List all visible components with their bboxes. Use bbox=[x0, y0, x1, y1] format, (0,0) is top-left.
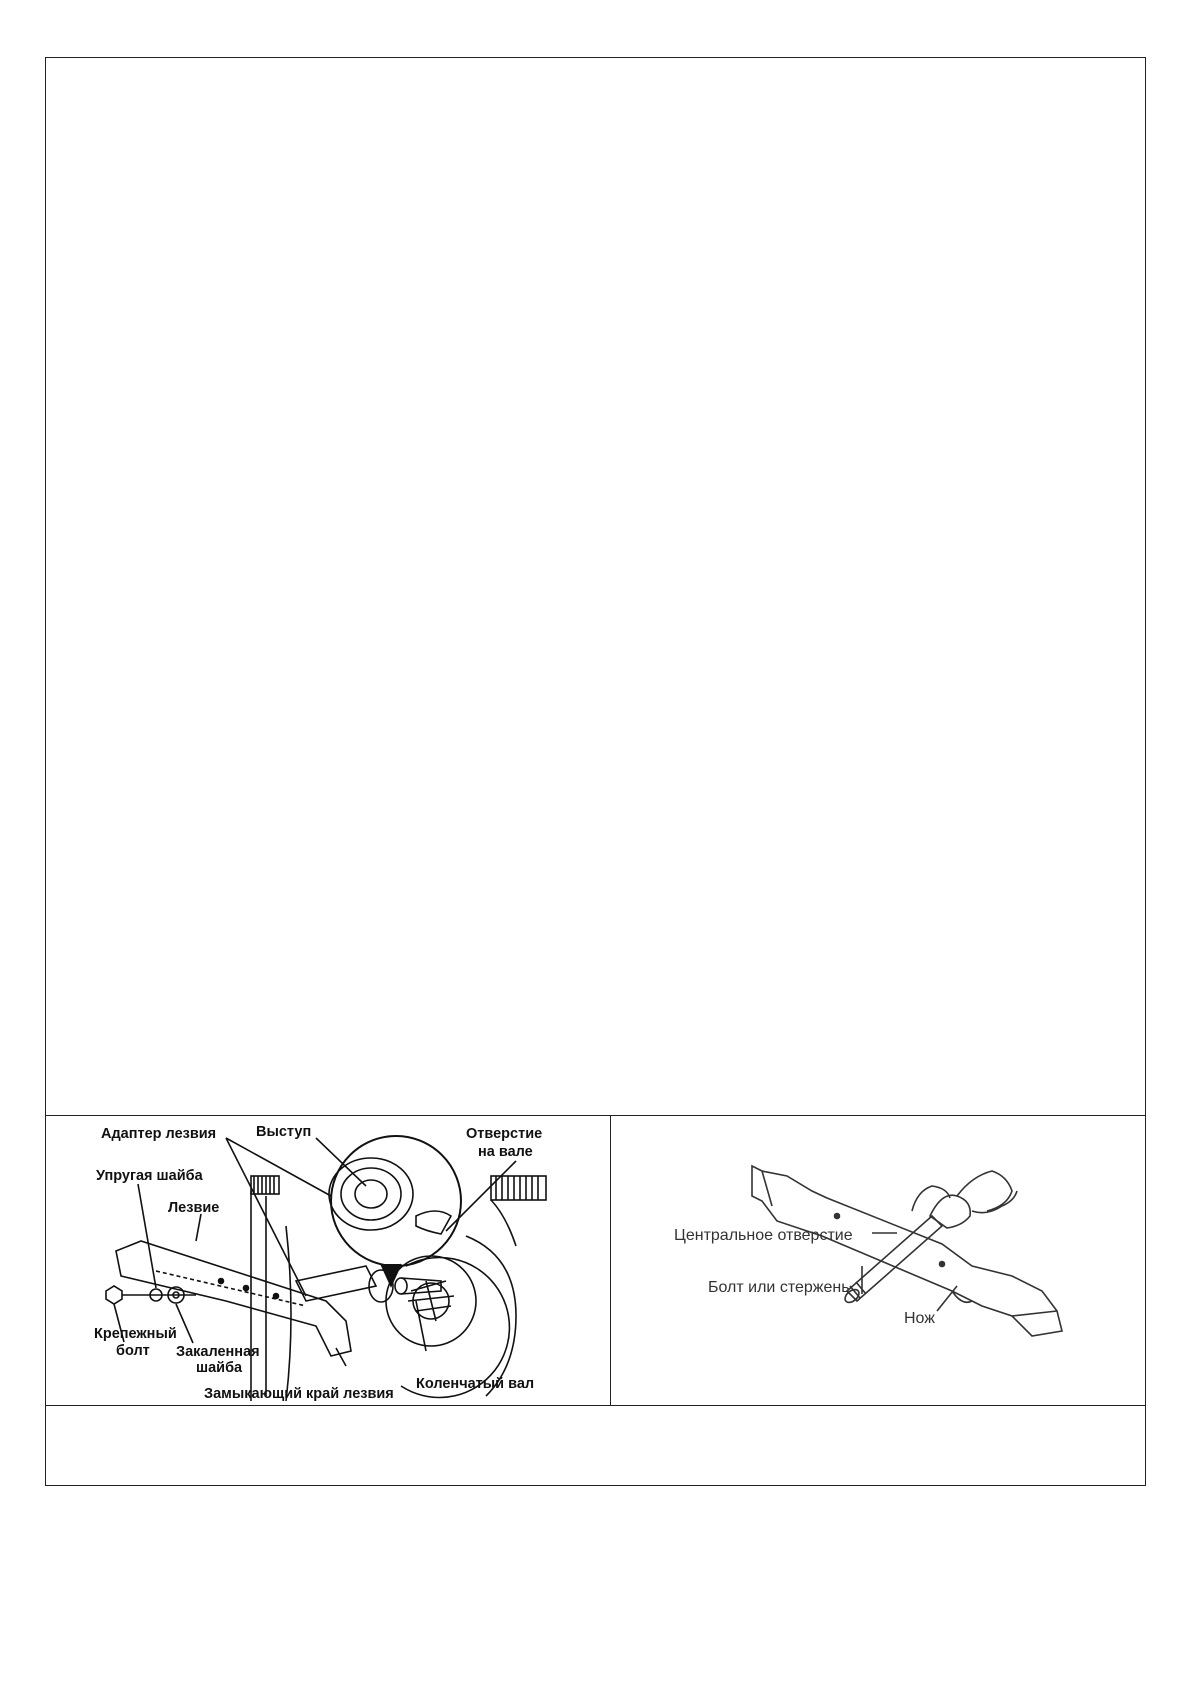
label-mounting-bolt-line1: Крепежный bbox=[94, 1326, 177, 1342]
label-shaft-hole-line2: на вале bbox=[478, 1144, 533, 1160]
label-blade-trailing-edge: Замыкающий край лезвия bbox=[204, 1386, 394, 1402]
label-protrusion: Выступ bbox=[256, 1124, 312, 1140]
knife-balance-diagram bbox=[612, 1116, 1147, 1405]
knife-balance-figure bbox=[612, 1116, 1147, 1405]
label-mounting-bolt-line2: болт bbox=[116, 1343, 150, 1359]
blade-assembly-diagram bbox=[46, 1116, 610, 1405]
label-bolt-or-rod: Болт или стержень bbox=[708, 1279, 850, 1296]
label-center-hole: Центральное отверстие bbox=[674, 1227, 853, 1244]
document-frame bbox=[45, 57, 1146, 1486]
table-divider-middle bbox=[610, 1115, 611, 1405]
label-crankshaft: Коленчатый вал bbox=[416, 1376, 535, 1392]
label-hardened-washer-line2: шайба bbox=[196, 1360, 243, 1376]
label-spring-washer: Упругая шайба bbox=[96, 1168, 203, 1184]
table-divider-bottom bbox=[46, 1405, 1145, 1406]
label-knife: Нож bbox=[904, 1310, 935, 1327]
label-blade-adapter: Адаптер лезвия bbox=[101, 1126, 217, 1142]
label-shaft-hole-line1: Отверстие bbox=[466, 1126, 543, 1142]
blade-assembly-figure bbox=[46, 1116, 610, 1405]
label-blade: Лезвие bbox=[168, 1200, 220, 1216]
label-hardened-washer-line1: Закаленная bbox=[176, 1344, 260, 1360]
